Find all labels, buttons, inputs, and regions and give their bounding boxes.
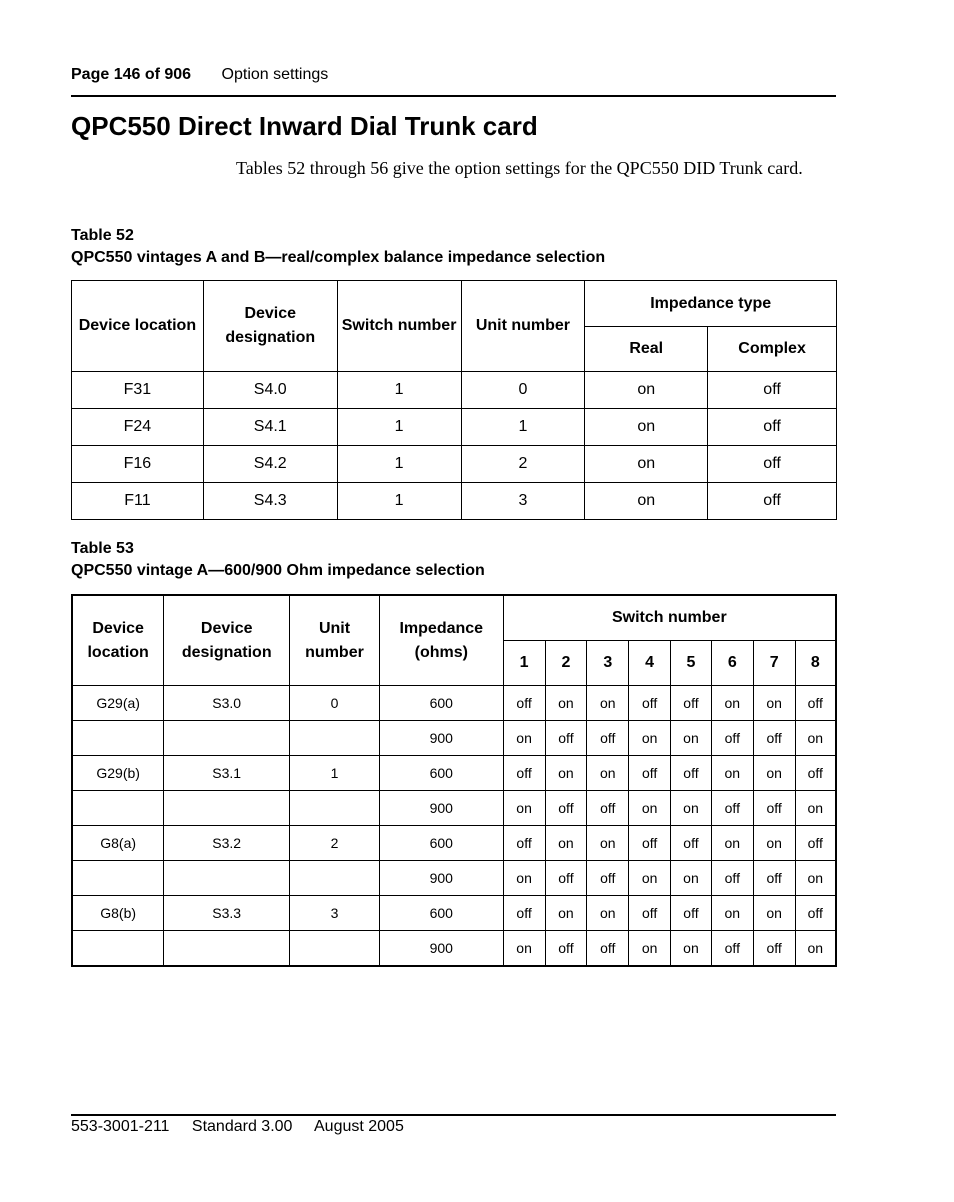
table-cell: off xyxy=(708,372,837,409)
table-row xyxy=(72,686,836,721)
table-cell: G8(b) xyxy=(72,896,164,931)
table-row xyxy=(72,896,836,931)
table-cell: 600 xyxy=(379,686,503,721)
intro-paragraph: Tables 52 through 56 give the option settings for the QPC550 DID Trunk card. xyxy=(236,158,803,178)
table-row xyxy=(72,756,836,791)
page-header xyxy=(71,66,836,84)
table-cell: 600 xyxy=(379,826,503,861)
table-cell: off xyxy=(503,756,545,791)
table-cell: on xyxy=(545,756,587,791)
table-cell: 2 xyxy=(461,446,585,483)
table-cell: F24 xyxy=(72,409,204,446)
table-cell: on xyxy=(671,861,712,896)
table-cell: on xyxy=(753,826,795,861)
table53-title: QPC550 vintage A—600/900 Ohm impedance selection xyxy=(71,562,485,579)
table-cell: on xyxy=(629,861,671,896)
table-cell: off xyxy=(711,721,753,756)
col-unit-number: Unit number xyxy=(290,595,380,686)
table-cell: off xyxy=(753,791,795,826)
col-switch-8: 8 xyxy=(795,641,836,686)
table-cell: on xyxy=(587,896,629,931)
table-cell: off xyxy=(629,826,671,861)
table-cell: 900 xyxy=(379,721,503,756)
table-cell: off xyxy=(629,896,671,931)
table-cell: G29(a) xyxy=(72,686,164,721)
table-cell: off xyxy=(587,931,629,967)
table-cell: S3.3 xyxy=(164,896,290,931)
table53-label: Table 53 xyxy=(71,540,134,557)
table-cell: 1 xyxy=(337,446,461,483)
table-row xyxy=(72,861,836,896)
table-cell: off xyxy=(503,686,545,721)
table-cell xyxy=(290,721,380,756)
col-device-location: Device location xyxy=(72,281,204,372)
table-cell: off xyxy=(545,791,587,826)
table-cell xyxy=(164,721,290,756)
table-cell: G29(b) xyxy=(72,756,164,791)
table52-body xyxy=(72,372,837,520)
table-cell: F11 xyxy=(72,483,204,520)
table-cell: 1 xyxy=(461,409,585,446)
table-cell: on xyxy=(671,721,712,756)
table-cell: on xyxy=(795,791,836,826)
table-cell: off xyxy=(708,446,837,483)
table-cell: 0 xyxy=(290,686,380,721)
header-rule xyxy=(71,95,836,97)
table-row xyxy=(72,721,836,756)
table52-caption xyxy=(71,225,605,269)
table-cell: 0 xyxy=(461,372,585,409)
table-cell: on xyxy=(795,721,836,756)
table-53 xyxy=(71,594,837,967)
table-cell xyxy=(290,791,380,826)
page-footer xyxy=(71,1118,422,1136)
col-impedance: Impedance (ohms) xyxy=(379,595,503,686)
table-cell: S4.3 xyxy=(203,483,337,520)
table-row xyxy=(72,446,837,483)
table-cell: on xyxy=(711,686,753,721)
col-device-designation: Device designation xyxy=(203,281,337,372)
table-cell: off xyxy=(711,931,753,967)
table-cell: off xyxy=(795,756,836,791)
table-cell: 2 xyxy=(290,826,380,861)
page-title: QPC550 Direct Inward Dial Trunk card xyxy=(71,111,538,141)
table-row xyxy=(72,409,837,446)
table-cell xyxy=(290,931,380,967)
page-number: Page 146 of 906 xyxy=(71,66,192,83)
table-cell: on xyxy=(585,409,708,446)
table-cell: off xyxy=(795,896,836,931)
table-cell: on xyxy=(753,686,795,721)
table-cell: off xyxy=(671,896,712,931)
table-cell: on xyxy=(545,686,587,721)
col-switch-2: 2 xyxy=(545,641,587,686)
col-real: Real xyxy=(585,327,708,372)
col-switch-4: 4 xyxy=(629,641,671,686)
table-row xyxy=(72,931,836,967)
table53-body xyxy=(72,686,836,967)
doc-number: 553-3001-211 xyxy=(71,1118,170,1135)
table-cell: off xyxy=(711,861,753,896)
table-cell: on xyxy=(503,791,545,826)
table-cell xyxy=(164,931,290,967)
publish-date: August 2005 xyxy=(314,1118,404,1135)
table-cell: S4.1 xyxy=(203,409,337,446)
table-cell: F31 xyxy=(72,372,204,409)
table-cell: 1 xyxy=(337,372,461,409)
col-complex: Complex xyxy=(708,327,837,372)
table-cell: off xyxy=(671,686,712,721)
table-cell: on xyxy=(629,791,671,826)
table-cell: on xyxy=(671,931,712,967)
table-cell: off xyxy=(587,721,629,756)
table-cell: on xyxy=(503,721,545,756)
table-cell xyxy=(72,861,164,896)
table-cell: off xyxy=(795,826,836,861)
table-cell: S4.2 xyxy=(203,446,337,483)
table-cell: 3 xyxy=(461,483,585,520)
col-device-designation: Device designation xyxy=(164,595,290,686)
table-cell: on xyxy=(629,931,671,967)
col-unit-number: Unit number xyxy=(461,281,585,372)
table-cell: off xyxy=(503,826,545,861)
col-impedance-type: Impedance type xyxy=(585,281,837,327)
table-cell: on xyxy=(503,931,545,967)
table-cell: on xyxy=(503,861,545,896)
table-cell: 600 xyxy=(379,896,503,931)
table-cell: on xyxy=(587,756,629,791)
table-cell: 1 xyxy=(290,756,380,791)
table-52 xyxy=(71,280,837,520)
table-cell: off xyxy=(629,756,671,791)
table-cell: S3.1 xyxy=(164,756,290,791)
table-cell: S3.2 xyxy=(164,826,290,861)
table-cell xyxy=(164,791,290,826)
col-switch-7: 7 xyxy=(753,641,795,686)
footer-rule xyxy=(71,1114,836,1116)
table-cell: 900 xyxy=(379,931,503,967)
table-cell: off xyxy=(545,861,587,896)
table-cell: 900 xyxy=(379,861,503,896)
col-device-location: Device location xyxy=(72,595,164,686)
table-cell: on xyxy=(711,826,753,861)
table-row xyxy=(72,483,837,520)
table-cell: on xyxy=(587,686,629,721)
col-switch-3: 3 xyxy=(587,641,629,686)
col-switch-1: 1 xyxy=(503,641,545,686)
table-cell: 1 xyxy=(337,483,461,520)
table-cell: on xyxy=(795,861,836,896)
table-cell: off xyxy=(671,756,712,791)
table-cell: on xyxy=(585,372,708,409)
table-cell: off xyxy=(587,861,629,896)
table-cell: off xyxy=(753,931,795,967)
table-cell: off xyxy=(795,686,836,721)
table-row xyxy=(72,791,836,826)
table-cell: 600 xyxy=(379,756,503,791)
table-cell: on xyxy=(753,756,795,791)
table-cell: on xyxy=(545,826,587,861)
table-cell: F16 xyxy=(72,446,204,483)
table52-title: QPC550 vintages A and B—real/complex balance impedance selection xyxy=(71,249,606,266)
table-cell xyxy=(72,721,164,756)
table-cell: on xyxy=(795,931,836,967)
table-cell: on xyxy=(545,896,587,931)
table-cell xyxy=(164,861,290,896)
table-cell: off xyxy=(545,721,587,756)
table-cell: 900 xyxy=(379,791,503,826)
table-cell: off xyxy=(587,791,629,826)
table-cell: G8(a) xyxy=(72,826,164,861)
col-switch-number: Switch number xyxy=(337,281,461,372)
table-cell: S3.0 xyxy=(164,686,290,721)
col-switch-number: Switch number xyxy=(503,595,836,641)
table-cell xyxy=(72,791,164,826)
table-cell xyxy=(290,861,380,896)
table-cell: off xyxy=(711,791,753,826)
table-cell: off xyxy=(503,896,545,931)
table52-label: Table 52 xyxy=(71,227,134,244)
table-cell: on xyxy=(753,896,795,931)
table-cell: on xyxy=(585,483,708,520)
col-switch-6: 6 xyxy=(711,641,753,686)
table-cell: on xyxy=(629,721,671,756)
table-cell xyxy=(72,931,164,967)
table-cell: on xyxy=(671,791,712,826)
col-switch-5: 5 xyxy=(671,641,712,686)
table-cell: 3 xyxy=(290,896,380,931)
table-cell: S4.0 xyxy=(203,372,337,409)
table-row xyxy=(72,826,836,861)
table-cell: on xyxy=(587,826,629,861)
table-cell: off xyxy=(708,409,837,446)
table-cell: 1 xyxy=(337,409,461,446)
table-cell: off xyxy=(629,686,671,721)
table-cell: on xyxy=(711,896,753,931)
table-cell: off xyxy=(545,931,587,967)
table-cell: off xyxy=(708,483,837,520)
table-cell: off xyxy=(753,721,795,756)
table-cell: on xyxy=(711,756,753,791)
table-cell: on xyxy=(585,446,708,483)
table-cell: off xyxy=(671,826,712,861)
table-cell: off xyxy=(753,861,795,896)
table-row xyxy=(72,372,837,409)
section-name: Option settings xyxy=(221,66,329,83)
table53-caption xyxy=(71,538,485,582)
standard-version: Standard 3.00 xyxy=(191,1118,293,1135)
